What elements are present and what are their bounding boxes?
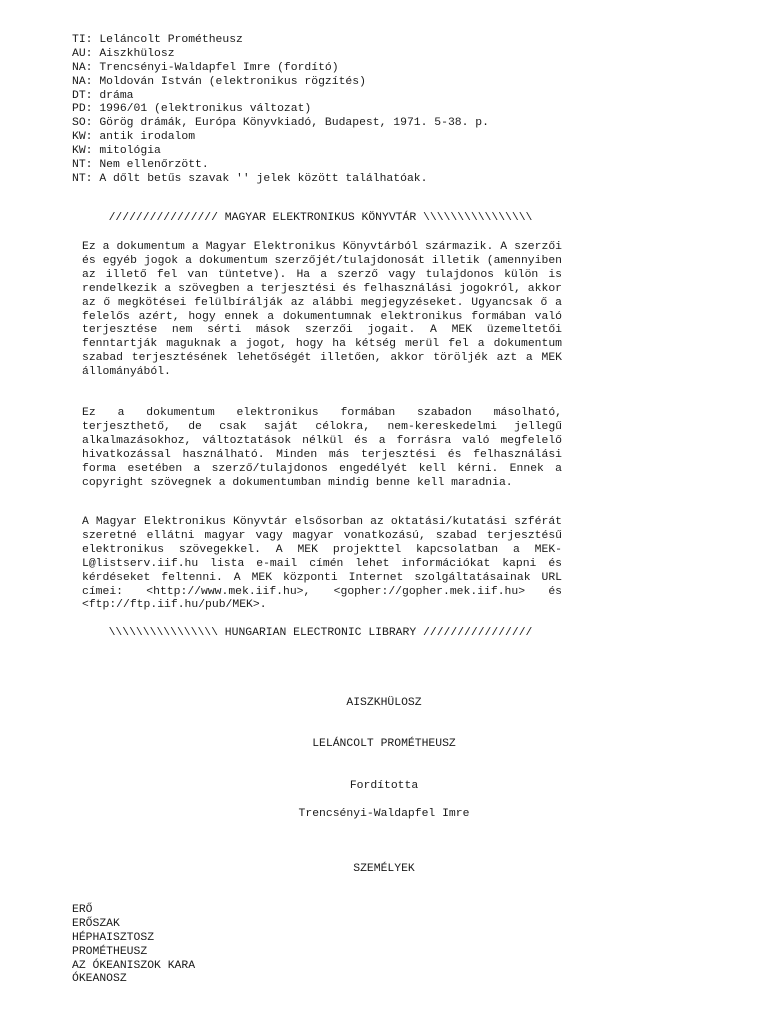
metadata-block [72, 34, 489, 187]
mek-banner-top: //////////////// MAGYAR ELEKTRONIKUS KÖNYVTÁR \\\\\\\\\\\\\\\\ [108, 212, 533, 224]
metadata-line-keyword: KW: mitológia [72, 145, 161, 158]
title-heading: LELÁNCOLT PROMÉTHEUSZ [312, 738, 456, 750]
mek-paragraph-copyright: Ez a dokumentum a Magyar Elektronikus Könyvtárból származik. A szerzői és egyéb jogok a dokumentum szerzőjét/tulajdonosát illetik (amennyiben az illető fel van tüntetve). Ha a szerző vagy tulajdonos külön is rendelkezik a szövegben a terjesztési és felhasználási jogokról, akkor az ő megkötései felülbírálják az alábbi megjegyzéseket. Ugyancsak ő a felelős azért, hogy ennek a dokumentumnak elektronikus formában való terjesztése nem sérti mások szerzői jogait. A MEK üzemeltetői fenntartják maguknak a jogot, hogy ha kétség merül fel a dokumentum szabad terjesztésének lehetőségét illetően, akkor töröljék azt a MEK állományából. [82, 241, 562, 379]
metadata-line-source: SO: Görög drámák, Európa Könyvkiadó, Budapest, 1971. 5-38. p. [72, 117, 489, 130]
metadata-line-note: NT: Nem ellenőrzött. [72, 159, 209, 172]
metadata-line-author: AU: Aiszkhülosz [72, 47, 175, 60]
list-item: ERŐSZAK [72, 917, 120, 930]
persons-heading: SZEMÉLYEK [353, 863, 415, 875]
list-item: HÉPHAISZTOSZ [72, 931, 155, 944]
metadata-line-translator: NA: Trencsényi-Waldapfel Imre (fordító) [72, 61, 339, 74]
metadata-line-date: PD: 1996/01 (elektronikus változat) [72, 103, 312, 116]
list-item: ERŐ [72, 904, 93, 916]
metadata-line-keyword: KW: antik irodalom [72, 131, 196, 144]
mek-paragraph-usage: Ez a dokumentum elektronikus formában szabadon másolható, terjeszthető, de csak saját célokra, nem-kereskedelmi jellegű alkalmazásokhoz, változtatások nélkül és a forrásra való megfelelő hivatkozással használható. Minden más terjesztési és felhasználási forma esetében a szerző/tulajdonos engedélyét kell kérni. Ennek a copyright szövegnek a dokumentumban mindig benne kell maradnia. [82, 407, 562, 489]
translated-by-label: Fordította [349, 780, 419, 792]
metadata-line-note: NT: A dőlt betűs szavak '' jelek között találhatóak. [72, 172, 428, 185]
author-heading: AISZKHÜLOSZ [346, 697, 422, 709]
persons-list [72, 904, 195, 987]
list-item: PROMÉTHEUSZ [72, 945, 148, 958]
metadata-line-genre: DT: dráma [72, 89, 134, 102]
translator-name: Trencsényi-Waldapfel Imre [298, 808, 470, 820]
mek-banner-bottom: \\\\\\\\\\\\\\\\ HUNGARIAN ELECTRONIC LIBRARY //////////////// [108, 627, 533, 639]
list-item: AZ ÓKEANISZOK KARA [72, 959, 196, 972]
mek-paragraph-about: A Magyar Elektronikus Könyvtár elsősorban az oktatási/kutatási szférát szeretné ellátni magyar vagy magyar vonatkozású, szabad terjesztésű elektronikus szövegekkel. A MEK projekttel kapcsolatban a MEK-L@listserv.iif.hu lista e-mail címén lehet információkat kapni és kérdéseket feltenni. A MEK központi Internet szolgáltatásainak URL címei: <http://www.mek.iif.hu>, <gopher://gopher.mek.iif.hu> és <ftp://ftp.iif.hu/pub/MEK>. [82, 516, 562, 612]
metadata-line-digitizer: NA: Moldován István (elektronikus rögzítés) [72, 75, 366, 88]
list-item: ÓKEANOSZ [72, 973, 127, 986]
metadata-line-title: TI: Leláncolt Prométheusz [72, 34, 243, 46]
